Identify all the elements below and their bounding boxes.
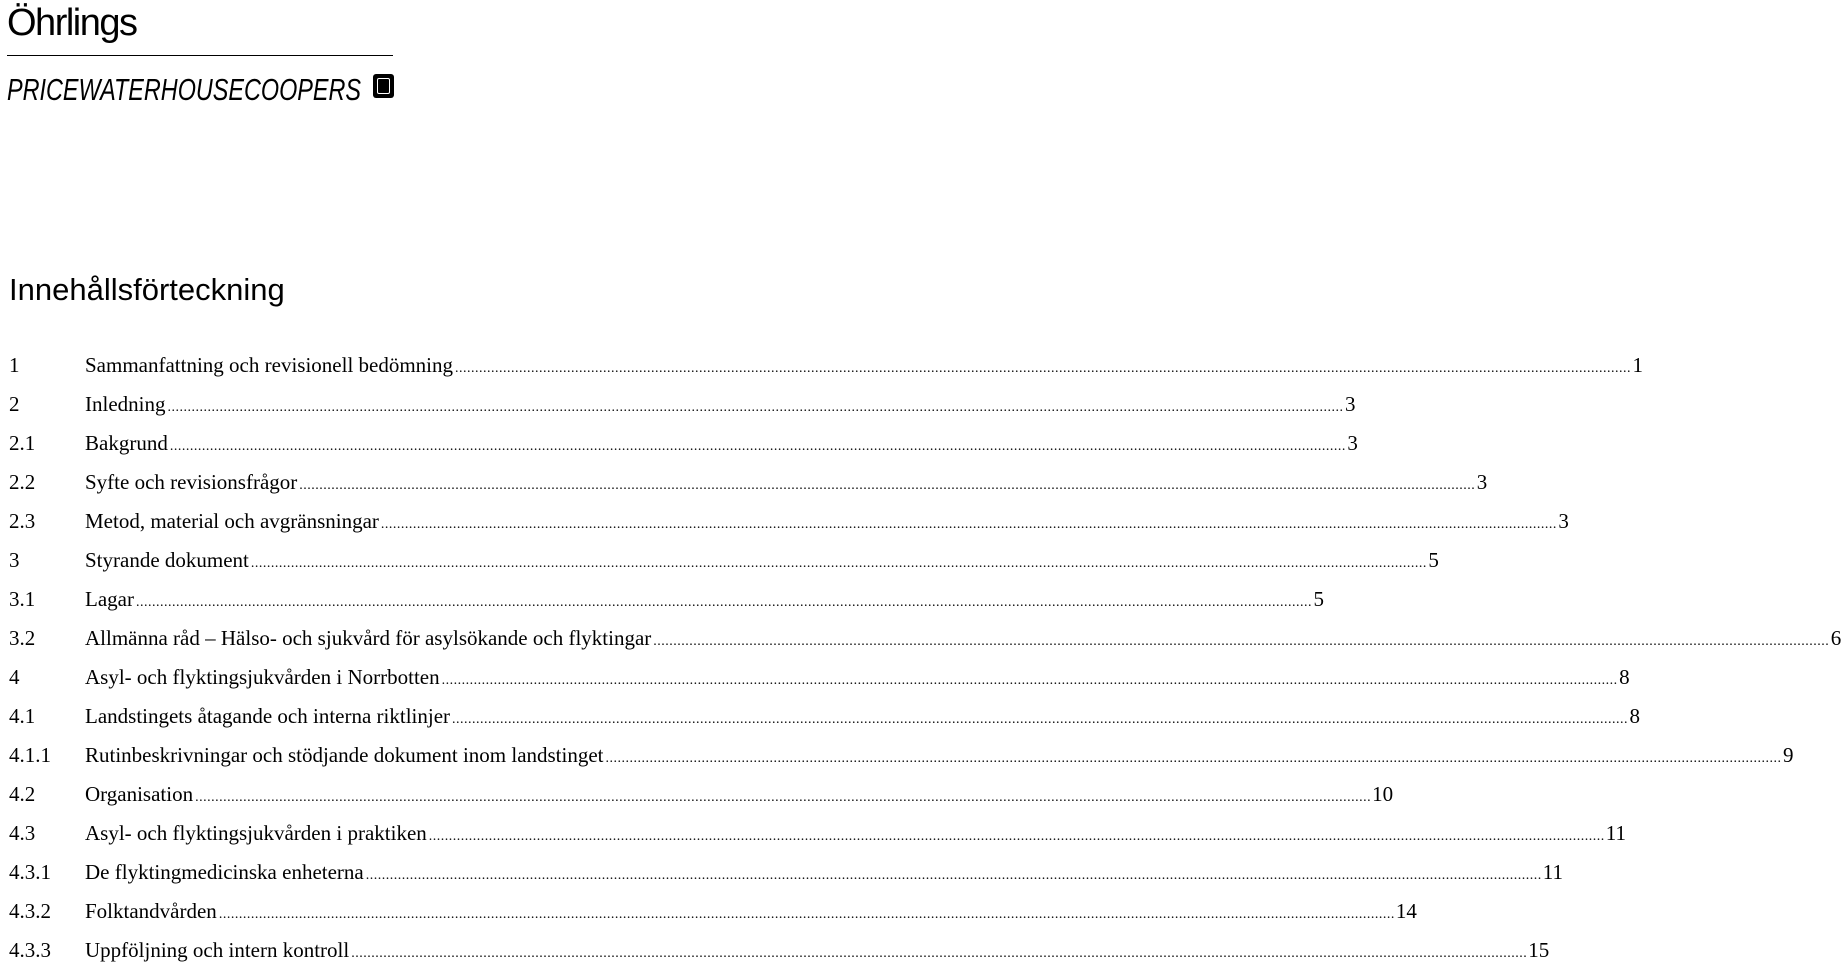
- toc-entry-page: 1: [1632, 353, 1644, 377]
- toc-entry-title: Allmänna råd – Hälso- och sjukvård för asylsökande och flyktingar: [85, 626, 652, 650]
- toc-entry-number: 1: [9, 353, 20, 377]
- toc-entry-number: 4: [9, 665, 20, 689]
- toc-entry-number: 3: [9, 548, 20, 572]
- toc-entry[interactable]: [9, 385, 1356, 424]
- logo-divider: [7, 55, 393, 56]
- toc-entry-page: 11: [1542, 860, 1563, 884]
- toc-entry-number: 2: [9, 392, 20, 416]
- toc-entry-title: Inledning: [85, 392, 166, 416]
- toc-entry-number: 3.1: [9, 587, 36, 611]
- toc-dot-leader: [195, 778, 1371, 817]
- toc-entry-page: 8: [1629, 704, 1641, 728]
- toc-dot-leader: [653, 622, 1829, 661]
- toc-dot-leader: [452, 700, 1628, 739]
- company-logo: [7, 0, 407, 110]
- toc-entry-title: Sammanfattning och revisionell bedömning: [85, 353, 454, 377]
- toc-entry-number: 2.2: [9, 470, 36, 494]
- table-of-contents: [9, 346, 1841, 970]
- toc-entry-number: 4.3.3: [9, 938, 51, 962]
- toc-entry-number: 4.3.1: [9, 860, 51, 884]
- toc-entry-page: 8: [1619, 665, 1630, 689]
- toc-entry-title: Styrande dokument: [85, 548, 249, 572]
- toc-dot-leader: [167, 388, 1343, 427]
- toc-entry-number: 2.3: [9, 509, 36, 533]
- toc-dot-leader: [455, 349, 1631, 388]
- toc-entry[interactable]: [9, 892, 1417, 931]
- toc-dot-leader: [299, 466, 1475, 505]
- toc-dot-leader: [606, 739, 1782, 778]
- toc-dot-leader: [136, 583, 1312, 622]
- toc-dot-leader: [381, 505, 1557, 544]
- toc-entry-title: Asyl- och flyktingsjukvården i praktiken: [85, 821, 427, 845]
- toc-entry[interactable]: [9, 541, 1439, 580]
- toc-entry[interactable]: [9, 775, 1394, 814]
- toc-entry-number: 4.1.1: [9, 743, 51, 767]
- toc-dot-leader: [429, 817, 1605, 856]
- toc-entry-number: 3.2: [9, 626, 36, 650]
- toc-entry-number: 4.3.2: [9, 899, 51, 923]
- toc-entry[interactable]: [9, 931, 1550, 970]
- toc-entry-title: Rutinbeskrivningar och stödjande dokument inom landstinget: [85, 743, 604, 767]
- toc-entry[interactable]: [9, 502, 1569, 541]
- toc-entry[interactable]: [9, 658, 1630, 697]
- toc-entry-title: De flyktingmedicinska enheterna: [85, 860, 364, 884]
- toc-entry-number: 2.1: [9, 431, 36, 455]
- toc-entry-page: 15: [1528, 938, 1550, 962]
- toc-title: Innehållsförteckning: [9, 272, 285, 307]
- toc-dot-leader: [366, 856, 1542, 895]
- toc-entry-title: Landstingets åtagande och interna riktlinjer: [85, 704, 451, 728]
- toc-entry-page: 14: [1395, 899, 1417, 923]
- toc-entry-page: 11: [1605, 821, 1626, 845]
- toc-entry-page: 9: [1783, 743, 1794, 767]
- toc-entry[interactable]: [9, 424, 1358, 463]
- toc-dot-leader: [219, 895, 1395, 934]
- toc-entry-title: Asyl- och flyktingsjukvården i Norrbotten: [85, 665, 440, 689]
- toc-entry-title: Lagar: [85, 587, 134, 611]
- toc-dot-leader: [251, 544, 1427, 583]
- toc-entry-number: 4.2: [9, 782, 36, 806]
- toc-entry-page: 6: [1830, 626, 1841, 650]
- toc-entry-title: Metod, material och avgränsningar: [85, 509, 379, 533]
- toc-entry[interactable]: [9, 580, 1324, 619]
- toc-entry[interactable]: [9, 619, 1841, 658]
- toc-entry-page: 3: [1476, 470, 1488, 494]
- toc-entry-number: 4.3: [9, 821, 36, 845]
- brand-wordmark: [7, 62, 363, 108]
- toc-entry-page: 5: [1428, 548, 1439, 572]
- brand-logo: [7, 60, 407, 110]
- toc-entry-title: Uppföljning och intern kontroll: [85, 938, 350, 962]
- toc-entry-page: 5: [1313, 587, 1324, 611]
- toc-entry[interactable]: [9, 346, 1644, 385]
- toc-entry-number: 4.1: [9, 704, 36, 728]
- toc-entry-title: Bakgrund: [85, 431, 168, 455]
- toc-entry-page: 3: [1344, 392, 1356, 416]
- toc-entry-page: 3: [1558, 509, 1569, 533]
- toc-entry[interactable]: [9, 853, 1563, 892]
- toc-entry[interactable]: [9, 463, 1488, 502]
- toc-dot-leader: [442, 661, 1618, 700]
- logo-wordmark: Öhrlings: [7, 2, 137, 44]
- toc-dot-leader: [351, 934, 1527, 973]
- toc-entry-title: Organisation: [85, 782, 194, 806]
- toc-entry[interactable]: [9, 736, 1794, 775]
- toc-entry[interactable]: [9, 697, 1641, 736]
- brand-text: PRICEWATERHOUSECOOPERS: [7, 72, 362, 107]
- toc-dot-leader: [170, 427, 1346, 466]
- brand-seal-icon: [373, 74, 394, 98]
- toc-entry-title: Syfte och revisionsfrågor: [85, 470, 298, 494]
- toc-entry-page: 3: [1347, 431, 1358, 455]
- toc-entry-title: Folktandvården: [85, 899, 217, 923]
- toc-entry-page: 10: [1372, 782, 1394, 806]
- toc-entry[interactable]: [9, 814, 1626, 853]
